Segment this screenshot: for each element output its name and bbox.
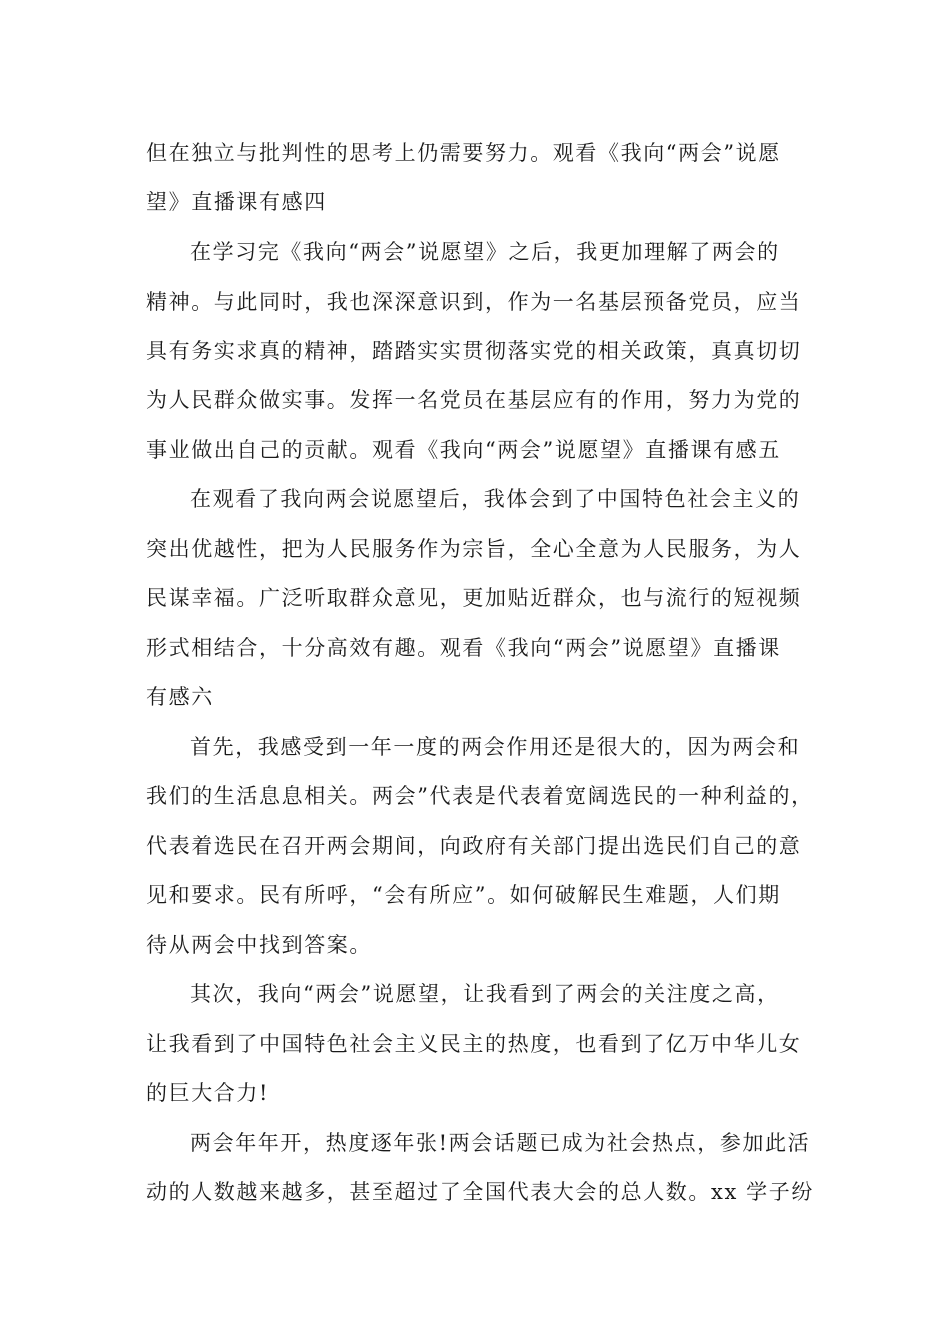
paragraph-first-line: 在观看了我向两会说愿望后，我体会到了中国特色社会主义的 bbox=[190, 487, 801, 511]
paragraph-first-line: 首先，我感受到一年一度的两会作用还是很大的，因为两会和 bbox=[190, 735, 801, 759]
paragraph-first-line: 在学习完《我向“两会”说愿望》之后，我更加理解了两会的 bbox=[190, 240, 780, 264]
text-line: 精神。与此同时，我也深深意识到，作为一名基层预备党员，应当 bbox=[146, 290, 802, 314]
text-line: 我们的生活息息相关。两会”代表是代表着宽阔选民的一种利益的， bbox=[146, 784, 814, 808]
text-line: 待从两会中找到答案。 bbox=[146, 933, 372, 957]
text-line: 望》直播课有感四 bbox=[146, 190, 327, 214]
text-line: 突出优越性，把为人民服务作为宗旨，全心全意为人民服务，为人 bbox=[146, 537, 802, 561]
text-line: 让我看到了中国特色社会主义民主的热度，也看到了亿万中华儿女 bbox=[146, 1032, 802, 1056]
text-line: 为人民群众做实事。发挥一名党员在基层应有的作用，努力为党的 bbox=[146, 388, 802, 412]
text-line: 见和要求。民有所呼，“会有所应”。如何破解民生难题，人们期 bbox=[146, 883, 781, 907]
text-line: 动的人数越来越多，甚至超过了全国代表大会的总人数。xx 学子纷 bbox=[146, 1180, 814, 1204]
paragraph-first-line: 两会年年开，热度逐年张!两会话题已成为社会热点，参加此活 bbox=[190, 1131, 811, 1155]
text-line: 形式相结合，十分高效有趣。观看《我向“两会”说愿望》直播课 bbox=[146, 636, 781, 660]
text-line: 事业做出自己的贡献。观看《我向“两会”说愿望》直播课有感五 bbox=[146, 438, 781, 462]
text-line: 具有务实求真的精神，踏踏实实贯彻落实党的相关政策，真真切切 bbox=[146, 339, 802, 363]
text-line: 代表着选民在召开两会期间，向政府有关部门提出选民们自己的意 bbox=[146, 834, 802, 858]
paragraph-first-line: 其次，我向“两会”说愿望，让我看到了两会的关注度之高， bbox=[190, 982, 780, 1006]
text-line: 的巨大合力! bbox=[146, 1081, 270, 1105]
text-line: 但在独立与批判性的思考上仍需要努力。观看《我向“两会”说愿 bbox=[146, 141, 781, 165]
text-line: 有感六 bbox=[146, 685, 214, 709]
text-line: 民谋幸福。广泛听取群众意见，更加贴近群众，也与流行的短视频 bbox=[146, 586, 802, 610]
